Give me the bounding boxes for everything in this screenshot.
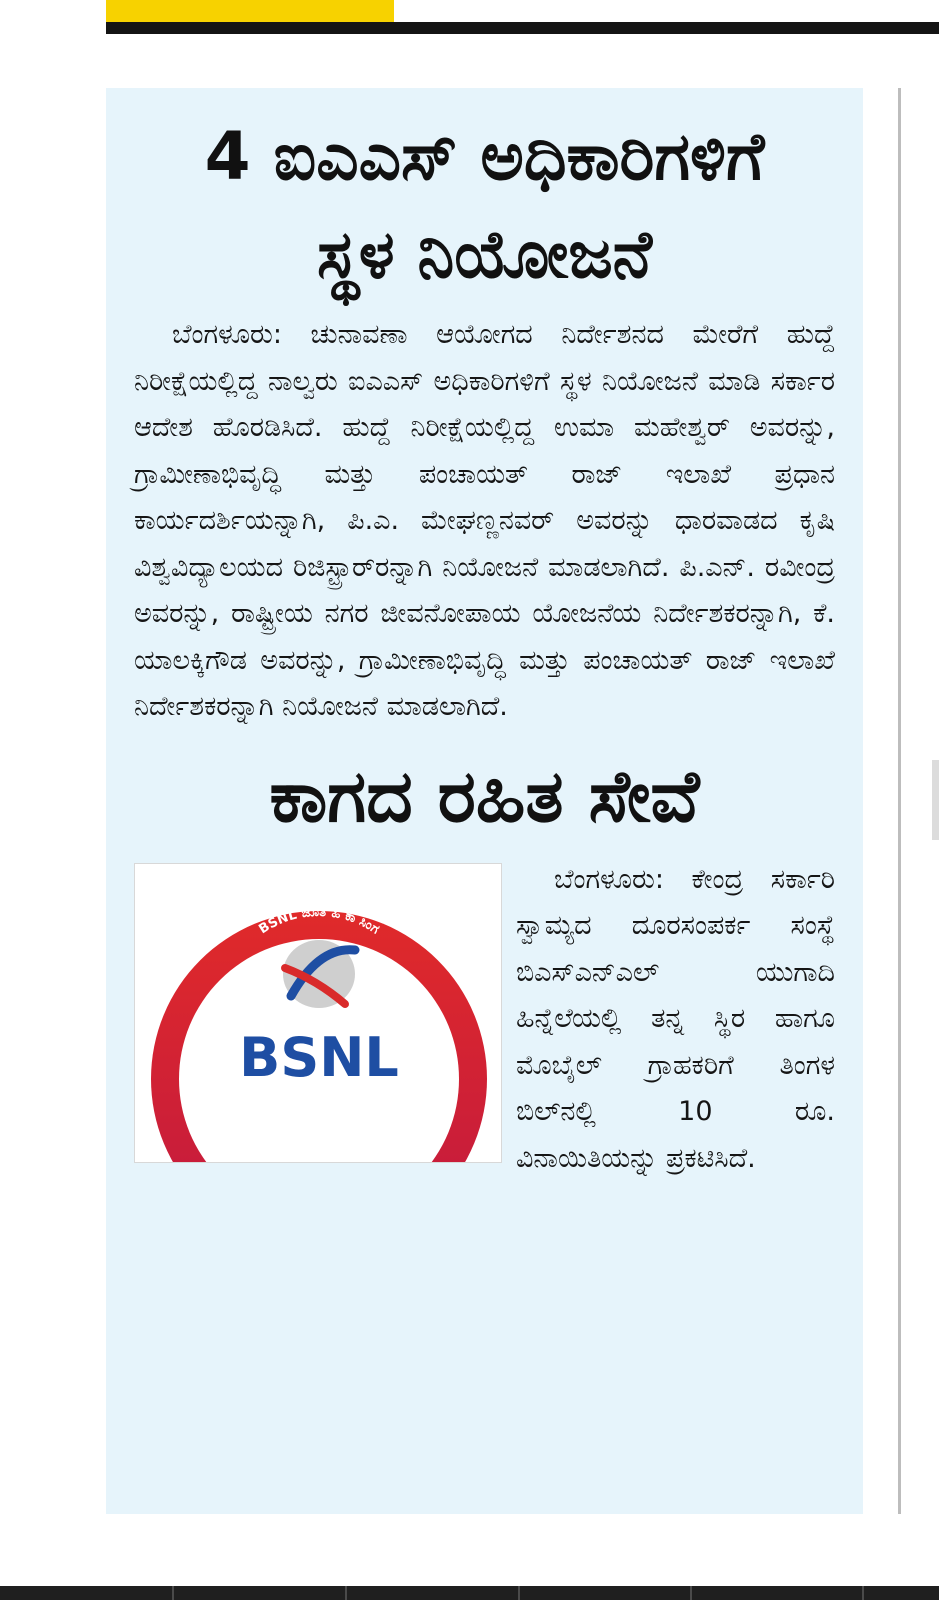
toolbar-separator [862, 1586, 864, 1600]
toolbar-separator [345, 1586, 347, 1600]
article1-headline-line2: ಸ್ಥಳ ನಿಯೋಜನೆ [316, 216, 653, 293]
section-top-rule [106, 22, 939, 34]
article1-headline [134, 108, 835, 304]
bsnl-logo-graphic [135, 864, 502, 1163]
bsnl-logo-image [134, 863, 502, 1163]
section-accent-bar [106, 0, 394, 22]
article2-body: ಬೆಂಗಳೂರು: ಕೇಂದ್ರ ಸರ್ಕಾರಿ ಸ್ವಾಮ್ಯದ ದೂರಸಂಪರ್ಕ ಸಂಸ್ಥೆ ಬಿಎಸ್‌ಎನ್‌ಎಲ್ ಯುಗಾದಿ ಹಿನ್ನೆಲೆಯಲ್ಲಿ ತನ್ನ ಸ್ಥಿರ ಹಾಗೂ ಮೊಬೈಲ್ ಗ್ರಾಹಕರಿಗೆ ತಿಂಗಳ ಬಿಲ್‌ನಲ್ಲಿ 10 ರೂ. ವಿನಾಯಿತಿಯನ್ನು ಪ್ರಕಟಿಸಿದೆ. [516, 863, 835, 1174]
article-paperless-service [134, 747, 835, 1183]
toolbar-separator [172, 1586, 174, 1600]
column-divider [898, 88, 901, 1514]
article1-headline-line1: 4 ಐಎಎಸ್ ಅಧಿಕಾರಿಗಳಿಗೆ [204, 118, 765, 195]
toolbar-separator [518, 1586, 520, 1600]
article1-body: ಬೆಂಗಳೂರು: ಚುನಾವಣಾ ಆಯೋಗದ ನಿರ್ದೇಶನದ ಮೇರೆಗೆ ಹುದ್ದೆ ನಿರೀಕ್ಷೆಯಲ್ಲಿದ್ದ ನಾಲ್ವರು ಐಎಎಸ್ ಅಧಿಕಾರಿಗಳಿಗೆ ಸ್ಥಳ ನಿಯೋಜನೆ ಮಾಡಿ ಸರ್ಕಾರ ಆದೇಶ ಹೊರಡಿಸಿದೆ. ಹುದ್ದೆ ನಿರೀಕ್ಷೆಯಲ್ಲಿದ್ದ ಉಮಾ ಮಹೇಶ್ವರ್ ಅವರನ್ನು, ಗ್ರಾಮೀಣಾಭಿವೃದ್ಧಿ ಮತ್ತು ಪಂಚಾಯತ್ ರಾಜ್ ಇಲಾಖೆ ಪ್ರಧಾನ ಕಾರ್ಯದರ್ಶಿಯನ್ನಾಗಿ, ಪಿ.ಎ. ಮೇಘಣ್ಣನವರ್ ಅವರನ್ನು ಧಾರವಾಡದ ಕೃಷಿ ವಿಶ್ವವಿದ್ಯಾಲಯದ ರಿಜಿಸ್ಟ್ರಾರ್‌ರನ್ನಾಗಿ ನಿಯೋಜನೆ ಮಾಡಲಾಗಿದೆ. ಪಿ.ಎನ್. ರವೀಂದ್ರ ಅವರನ್ನು, ರಾಷ್ಟ್ರೀಯ ನಗರ ಜೀವನೋಪಾಯ ಯೋಜನೆಯ ನಿರ್ದೇಶಕರನ್ನಾಗಿ, ಕೆ. ಯಾಲಕ್ಕಿಗೌಡ ಅವರನ್ನು, ಗ್ರಾಮೀಣಾಭಿವೃದ್ಧಿ ಮತ್ತು ಪಂಚಾಯತ್ ರಾಜ್ ಇಲಾಖೆ ನಿರ್ದೇಶಕರನ್ನಾಗಿ ನಿಯೋಜನೆ ಮಾಡಲಾಗಿದೆ. [134, 319, 835, 722]
article-ias-postings [134, 108, 835, 731]
logo-globe-icon [283, 940, 355, 1008]
adjacent-column-edge [932, 760, 939, 840]
logo-bsnl-text: BSNL [239, 1025, 399, 1089]
bottom-toolbar-strip [0, 1586, 939, 1600]
article2-headline: ಕಾಗದ ರಹಿತ ಸೇವೆ [269, 753, 700, 838]
news-column [106, 88, 863, 1514]
logo-ring-text: BSNL ಜೊತೆ ಹಿ ಕಾ ಸಿಂಗ [256, 904, 382, 937]
toolbar-separator [690, 1586, 692, 1600]
